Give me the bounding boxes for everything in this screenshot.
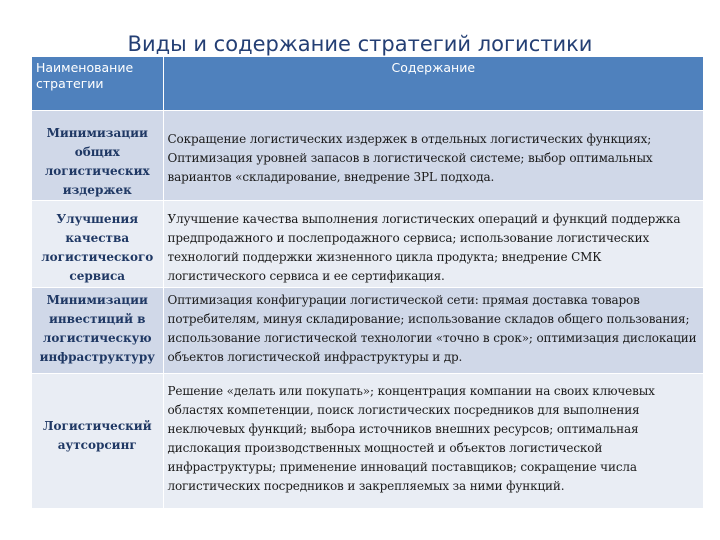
strategy-content: Сокращение логистических издержек в отдельных логистических функциях; Оптимизация уровней запасов в логистической системе; выбор оптимальных вариантов «складирование, внедрение 3PL подхода. <box>163 110 703 200</box>
table-row <box>32 200 703 287</box>
table-row <box>32 110 703 200</box>
strategy-name: Улучшения качества логистического сервиса <box>32 200 163 287</box>
strategy-name: Минимизации инвестиций в логистическую инфраструктуру <box>32 287 163 373</box>
page-title: Виды и содержание стратегий логистики <box>127 32 593 56</box>
column-header-name: Наименование стратегии <box>32 57 163 110</box>
table-header-row <box>32 57 703 110</box>
strategies-table <box>32 57 703 508</box>
table-row <box>32 287 703 373</box>
strategy-name: Минимизации общих логистических издержек <box>32 110 163 200</box>
strategy-content: Оптимизация конфигурации логистической сети: прямая доставка товаров потребителям, минуя складирование; использование складов общего пользования; использование логистической технологии «точно в срок»; оптимизация дислокации объектов логистической инфраструктуры и др. <box>163 287 703 373</box>
strategy-content: Улучшение качества выполнения логистических операций и функций поддержка предпродажного и послепродажного сервиса; использование логистических технологий поддержки жизненного цикла продукта; внедрение СМК логистического сервиса и ее сертификация. <box>163 200 703 287</box>
column-header-content: Содержание <box>163 57 703 110</box>
strategy-content: Решение «делать или покупать»; концентрация компании на своих ключевых областях компетенции, поиск логистических посредников для выполнения неключевых функций; выбора источников внешних ресурсов; оптимальная дислокация производственных мощностей и объектов логистической инфраструктуры; применение инноваций поставщиков; сокращение числа логистических посредников и закрепляемых за ними функций. <box>163 373 703 508</box>
strategy-name: Логистический аутсорсинг <box>32 373 163 508</box>
table-row <box>32 373 703 508</box>
